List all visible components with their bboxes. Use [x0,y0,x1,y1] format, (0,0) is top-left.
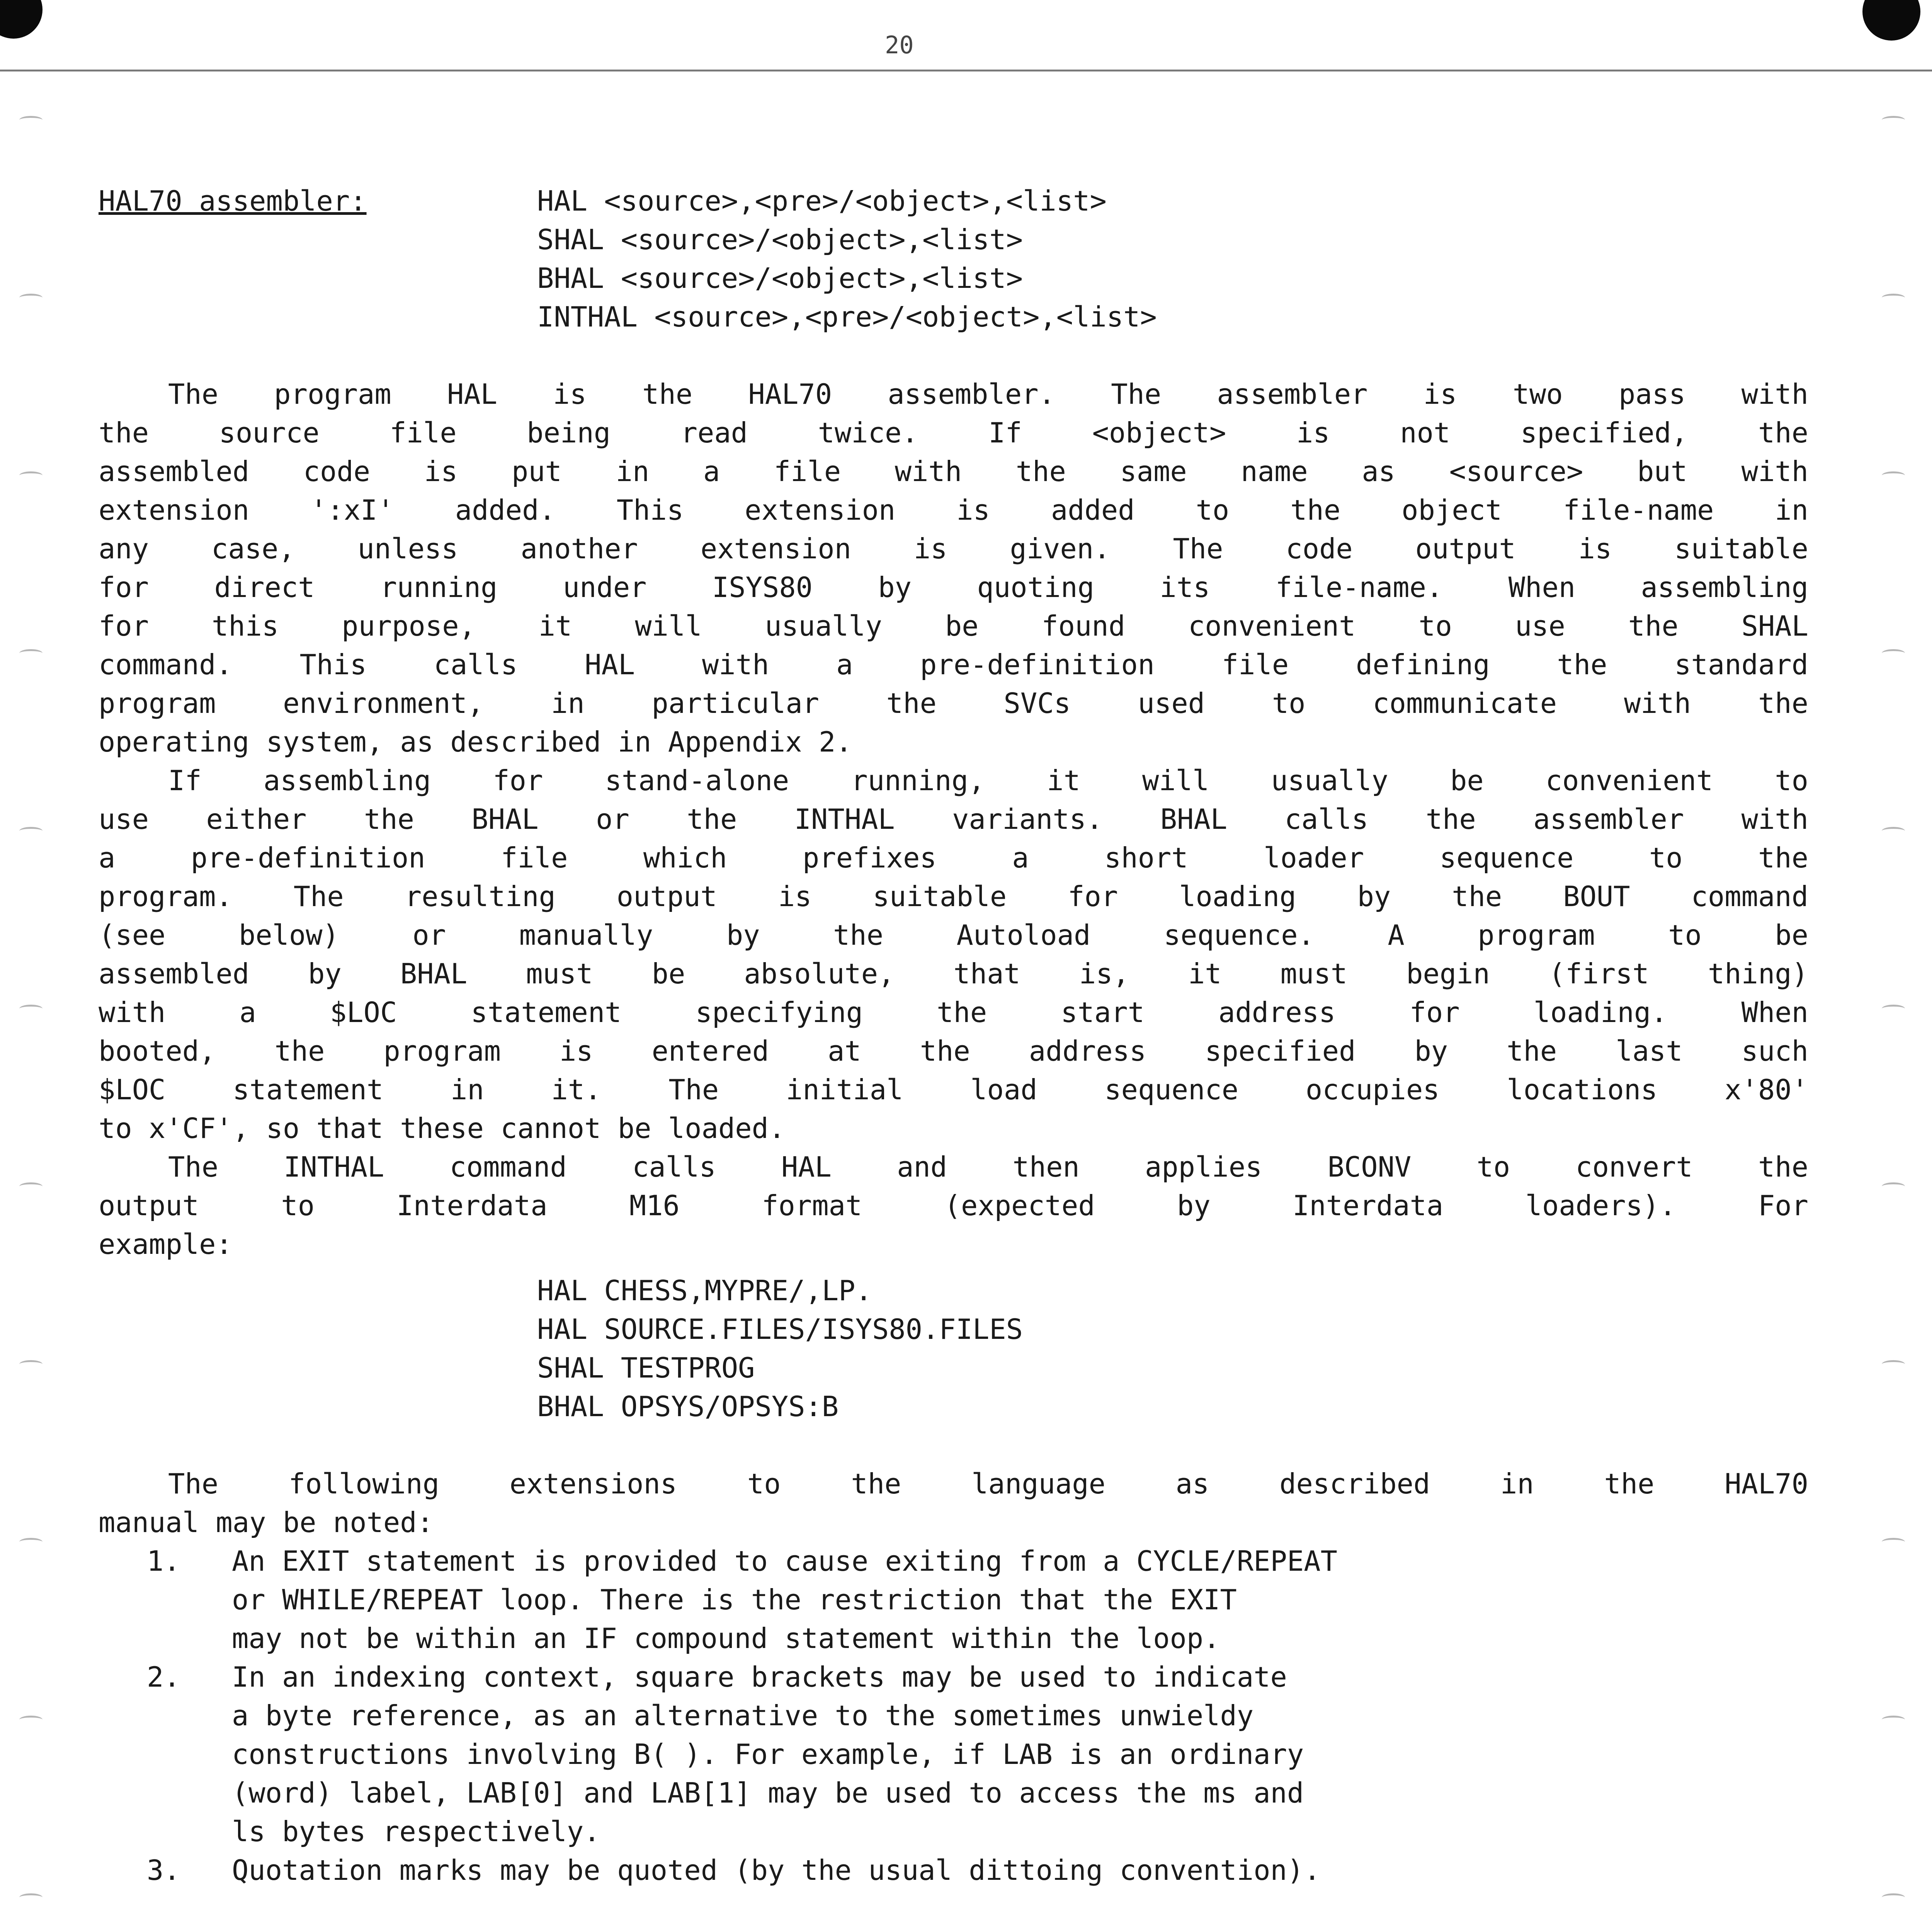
paragraph-line: for this purpose, it will usually be found convenient to use the SHAL [99,610,1808,642]
edge-mark [1882,471,1905,480]
edge-mark [19,1893,43,1901]
paragraph-line: to x'CF', so that these cannot be loaded. [99,1112,786,1145]
page-divider-rule [0,70,1932,71]
edge-mark [1882,1893,1905,1901]
paragraph-line: extension ':xI' added. This extension is added to the object file-name in [99,494,1808,526]
paragraph-line: The program HAL is the HAL70 assembler. The assembler is two pass with [168,378,1808,410]
edge-mark [19,116,43,124]
list-item-line: or WHILE/REPEAT loop. There is the restriction that the EXIT [232,1583,1237,1616]
paragraph-line: program environment, in particular the SVCs used to communicate with the [99,687,1808,719]
edge-mark [1882,1538,1905,1546]
punch-hole-top-left [0,0,43,39]
example-line: BHAL OPSYS/OPSYS:B [537,1390,839,1423]
edge-mark [1882,827,1905,835]
paragraph-line: assembled by BHAL must be absolute, that is, it must begin (first thing) [99,957,1808,990]
edge-mark [1882,294,1905,302]
paragraph-line: a pre-definition file which prefixes a short loader sequence to the [99,842,1808,874]
command-line: HAL <source>,<pre>/<object>,<list> [537,185,1107,217]
paragraph-line: any case, unless another extension is given. The code output is suitable [99,532,1808,565]
command-line: BHAL <source>/<object>,<list> [537,262,1023,294]
paragraph-line: example: [99,1228,233,1260]
example-line: HAL CHESS,MYPRE/,LP. [537,1274,872,1307]
edge-mark [19,1716,43,1724]
example-line: SHAL TESTPROG [537,1352,755,1384]
edge-mark [19,827,43,835]
punch-hole-top-right [1862,0,1920,41]
edge-mark [19,649,43,657]
list-item-line: An EXIT statement is provided to cause exiting from a CYCLE/REPEAT [232,1545,1337,1577]
paragraph-line: The INTHAL command calls HAL and then applies BCONV to convert the [168,1151,1808,1183]
paragraph-line: If assembling for stand-alone running, it will usually be convenient to [168,764,1808,797]
edge-mark [19,294,43,302]
edge-mark [1882,1360,1905,1368]
edge-mark [1882,116,1905,124]
paragraph-line: assembled code is put in a file with the same name as <source> but with [99,455,1808,488]
list-item-line: may not be within an IF compound statement within the loop. [232,1622,1220,1655]
paragraph-line: booted, the program is entered at the address specified by the last such [99,1035,1808,1067]
edge-mark [19,471,43,480]
paragraph-line: with a $LOC statement specifying the start address for loading. When [99,996,1808,1029]
paragraph-line: operating system, as described in Appendix 2. [99,726,852,758]
paragraph-line: output to Interdata M16 format (expected by Interdata loaders). For [99,1189,1808,1222]
edge-mark [1882,1182,1905,1190]
list-item-line: Quotation marks may be quoted (by the usual dittoing convention). [232,1854,1321,1886]
edge-mark [1882,1716,1905,1724]
edge-mark [1882,1005,1905,1013]
list-number: 1. [147,1545,180,1577]
paragraph-line: command. This calls HAL with a pre-definition file defining the standard [99,648,1808,681]
section1-heading: HAL70 assembler: [99,185,367,217]
paragraph-line: $LOC statement in it. The initial load sequence occupies locations x'80' [99,1073,1808,1106]
paragraph-line: The following extensions to the language as described in the HAL70 [168,1468,1808,1500]
edge-mark [19,1538,43,1546]
list-item-line: (word) label, LAB[0] and LAB[1] may be used to access the ms and [232,1777,1304,1809]
command-line: INTHAL <source>,<pre>/<object>,<list> [537,301,1157,333]
paragraph-line: for direct running under ISYS80 by quoting its file-name. When assembling [99,571,1808,604]
example-line: HAL SOURCE.FILES/ISYS80.FILES [537,1313,1023,1345]
paragraph-line: (see below) or manually by the Autoload sequence. A program to be [99,919,1808,951]
edge-mark [1882,649,1905,657]
list-item-line: In an indexing context, square brackets may be used to indicate [232,1661,1287,1693]
paragraph-line: the source file being read twice. If <object> is not specified, the [99,417,1808,449]
command-line: SHAL <source>/<object>,<list> [537,223,1023,256]
top-page-number: 20 [885,31,914,59]
list-item-line: ls bytes respectively. [232,1815,600,1848]
edge-mark [19,1182,43,1190]
list-item-line: a byte reference, as an alternative to the sometimes unwieldy [232,1699,1254,1732]
edge-mark [19,1360,43,1368]
paragraph-line: manual may be noted: [99,1506,434,1539]
edge-mark [19,1005,43,1013]
paragraph-line: use either the BHAL or the INTHAL variants. BHAL calls the assembler with [99,803,1808,835]
paragraph-line: program. The resulting output is suitable for loading by the BOUT command [99,880,1808,913]
list-number: 2. [147,1661,180,1693]
list-number: 3. [147,1854,180,1886]
list-item-line: constructions involving B( ). For example, if LAB is an ordinary [232,1738,1304,1770]
